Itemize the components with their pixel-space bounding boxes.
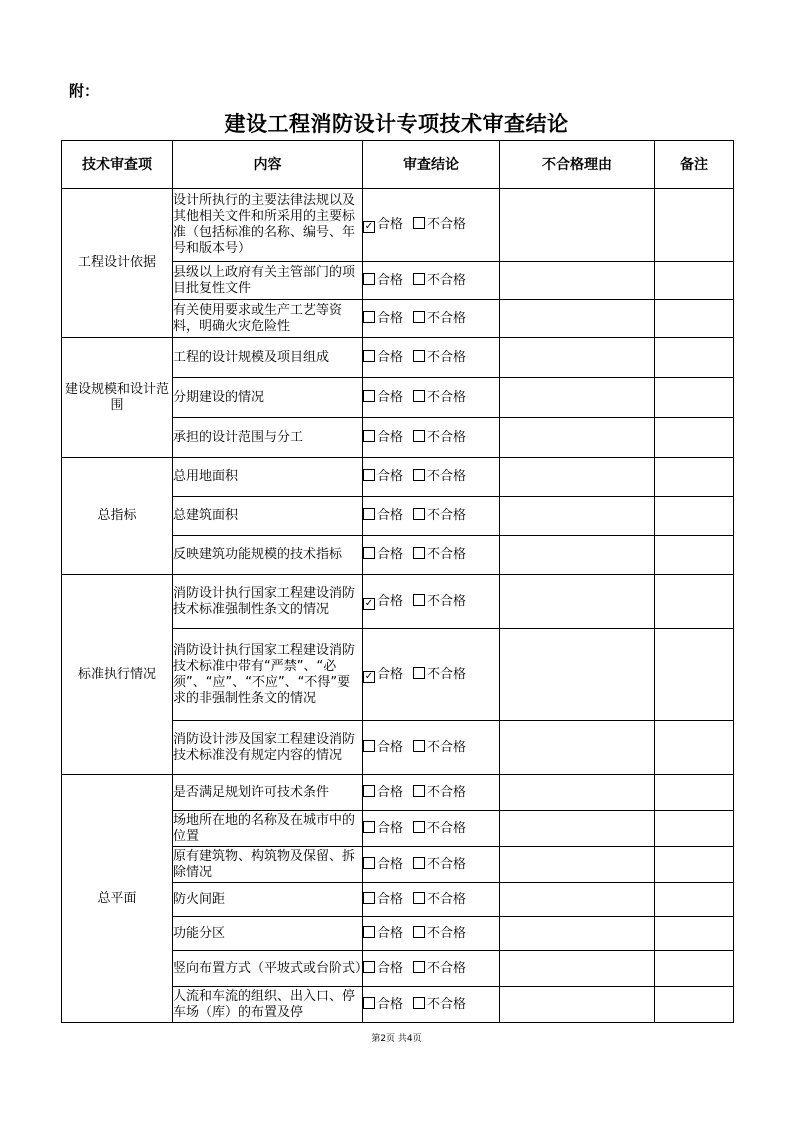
pass-label: 合格: [377, 310, 404, 326]
remarks-cell[interactable]: [655, 458, 734, 497]
remarks-cell[interactable]: [655, 189, 734, 262]
pass-option[interactable]: [363, 821, 403, 837]
fail-label: 不合格: [427, 960, 467, 976]
fail-label: 不合格: [427, 891, 467, 907]
checkbox-icon[interactable]: [363, 821, 375, 833]
verdict-cell: [363, 262, 500, 300]
category-cell: 建设规模和设计范围: [62, 338, 173, 458]
content-cell: 县级以上政府有关主管部门的项目批复性文件: [173, 262, 363, 300]
fail-reason-cell[interactable]: [500, 721, 655, 775]
checkbox-icon[interactable]: [363, 273, 375, 285]
checkbox-icon[interactable]: [363, 961, 375, 973]
verdict-cell: [363, 721, 500, 775]
pass-option[interactable]: [363, 273, 403, 289]
checkbox-icon[interactable]: [363, 892, 375, 904]
checkbox-icon[interactable]: [413, 961, 425, 973]
fail-option[interactable]: [413, 740, 466, 756]
fail-label: 不合格: [427, 784, 467, 800]
fail-reason-cell[interactable]: [500, 629, 655, 721]
fail-option[interactable]: [413, 857, 466, 873]
checkbox-icon[interactable]: [413, 740, 425, 752]
pass-label: 合格: [377, 547, 404, 562]
category-cell: 标准执行情况: [62, 575, 173, 775]
fail-reason-cell[interactable]: [500, 497, 655, 536]
fail-option[interactable]: [413, 961, 466, 977]
verdict-cell: [363, 378, 500, 418]
remarks-cell[interactable]: [655, 300, 734, 338]
pass-option[interactable]: [363, 547, 403, 563]
table-row: [62, 189, 734, 262]
checkbox-icon[interactable]: [413, 350, 425, 362]
table-row: [62, 458, 734, 497]
pass-label: 合格: [377, 784, 404, 800]
content-cell: 承担的设计范围与分工: [173, 418, 363, 458]
content-cell: 功能分区: [173, 917, 363, 951]
content-cell: 消防设计执行国家工程建设消防技术标准中带有“严禁”、“必须”、“应”、“不应”、“不得”要求的非强制性条文的情况: [173, 629, 363, 721]
pass-option[interactable]: [363, 390, 403, 406]
fail-label: 不合格: [427, 856, 467, 872]
pass-label: 合格: [377, 739, 404, 755]
fail-reason-cell[interactable]: [500, 536, 655, 575]
remarks-cell[interactable]: [655, 629, 734, 721]
pass-label: 合格: [377, 856, 404, 872]
remarks-cell[interactable]: [655, 775, 734, 811]
fail-label: 不合格: [427, 272, 467, 288]
pass-option[interactable]: [363, 594, 403, 610]
pass-option[interactable]: [363, 311, 403, 327]
pass-label: 合格: [377, 960, 404, 976]
pass-option[interactable]: [363, 350, 403, 366]
fail-option[interactable]: [413, 469, 466, 485]
fail-option[interactable]: [413, 926, 466, 942]
checkbox-icon[interactable]: [413, 821, 425, 833]
header-remarks: 备注: [655, 141, 734, 189]
page-footer: 第2页 共4页: [371, 1034, 422, 1044]
attachment-label: 附：: [69, 82, 100, 100]
fail-option[interactable]: [413, 350, 466, 366]
pass-label: 合格: [377, 891, 404, 907]
fail-label: 不合格: [427, 508, 467, 523]
checkbox-icon[interactable]: [413, 469, 425, 481]
checkbox-icon[interactable]: [363, 508, 375, 520]
category-cell: 工程设计依据: [62, 189, 173, 338]
checkbox-icon[interactable]: [413, 217, 425, 229]
content-cell: 是否满足规划许可技术条件: [173, 775, 363, 811]
fail-option[interactable]: [413, 997, 466, 1013]
fail-option[interactable]: [413, 390, 466, 406]
content-cell: 有关使用要求或生产工艺等资料，明确火灾危险性: [173, 300, 363, 338]
verdict-cell: [363, 847, 500, 883]
pass-option[interactable]: [363, 892, 403, 908]
pass-label: 合格: [377, 429, 404, 445]
verdict-cell: [363, 418, 500, 458]
remarks-cell[interactable]: [655, 917, 734, 951]
pass-option[interactable]: [363, 857, 403, 873]
fail-label: 不合格: [427, 310, 467, 326]
pass-label: 合格: [377, 389, 404, 405]
fail-option[interactable]: [413, 311, 466, 327]
remarks-cell[interactable]: [655, 418, 734, 458]
fail-label: 不合格: [427, 429, 467, 445]
verdict-cell: [363, 189, 500, 262]
verdict-cell: [363, 497, 500, 536]
fail-option[interactable]: [413, 547, 466, 563]
pass-option[interactable]: [363, 926, 403, 942]
verdict-cell: [363, 458, 500, 497]
content-cell: 竖向布置方式（平坡式或台阶式）: [173, 951, 363, 987]
fail-label: 不合格: [427, 925, 467, 941]
remarks-cell[interactable]: [655, 338, 734, 378]
checkbox-icon[interactable]: [413, 390, 425, 402]
fail-option[interactable]: [413, 667, 466, 683]
checkbox-icon[interactable]: [413, 857, 425, 869]
content-cell: 分期建设的情况: [173, 378, 363, 418]
checkbox-icon[interactable]: [413, 926, 425, 938]
fail-option[interactable]: [413, 217, 466, 233]
pass-option[interactable]: [363, 997, 403, 1013]
pass-label: 合格: [377, 820, 404, 836]
remarks-cell[interactable]: [655, 262, 734, 300]
fail-label: 不合格: [427, 820, 467, 836]
fail-reason-cell[interactable]: [500, 338, 655, 378]
fail-reason-cell[interactable]: [500, 300, 655, 338]
remarks-cell[interactable]: [655, 811, 734, 847]
remarks-cell[interactable]: [655, 847, 734, 883]
header-content: 内容: [173, 141, 363, 189]
fail-reason-cell[interactable]: [500, 847, 655, 883]
header-review-item: 技术审查项: [62, 141, 173, 189]
table-body: [62, 189, 734, 1023]
pass-label: 合格: [377, 593, 404, 609]
content-cell: 消防设计涉及国家工程建设消防技术标准没有规定内容的情况: [173, 721, 363, 775]
fail-reason-cell[interactable]: [500, 262, 655, 300]
content-cell: 消防设计执行国家工程建设消防技术标准强制性条文的情况: [173, 575, 363, 629]
content-cell: 防火间距: [173, 883, 363, 917]
pass-option[interactable]: [363, 740, 403, 756]
fail-option[interactable]: [413, 508, 466, 524]
verdict-cell: [363, 536, 500, 575]
checkbox-icon[interactable]: [363, 926, 375, 938]
remarks-cell[interactable]: [655, 721, 734, 775]
content-cell: 工程的设计规模及项目组成: [173, 338, 363, 378]
verdict-cell: [363, 917, 500, 951]
checkbox-icon[interactable]: [413, 594, 425, 606]
content-cell: 原有建筑物、构筑物及保留、拆除情况: [173, 847, 363, 883]
fail-option[interactable]: [413, 430, 466, 446]
verdict-cell: [363, 629, 500, 721]
content-cell: 总建筑面积: [173, 497, 363, 536]
fail-reason-cell[interactable]: [500, 987, 655, 1023]
checkbox-icon[interactable]: [413, 273, 425, 285]
fail-label: 不合格: [427, 217, 467, 232]
checkbox-icon[interactable]: [363, 469, 375, 481]
fail-option[interactable]: [413, 785, 466, 801]
pass-label: 合格: [377, 508, 404, 523]
checkbox-icon[interactable]: [363, 547, 375, 559]
table-row: [62, 775, 734, 811]
category-cell: 总指标: [62, 458, 173, 575]
pass-option[interactable]: [363, 469, 403, 485]
fail-reason-cell[interactable]: [500, 575, 655, 629]
pass-option[interactable]: [363, 508, 403, 524]
verdict-cell: [363, 951, 500, 987]
fail-option[interactable]: [413, 892, 466, 908]
checkbox-icon[interactable]: [413, 508, 425, 520]
fail-reason-cell[interactable]: [500, 775, 655, 811]
table-row: [62, 575, 734, 629]
remarks-cell[interactable]: [655, 987, 734, 1023]
fail-label: 不合格: [427, 469, 467, 484]
verdict-cell: [363, 775, 500, 811]
content-cell: 总用地面积: [173, 458, 363, 497]
fail-reason-cell[interactable]: [500, 917, 655, 951]
fail-option[interactable]: [413, 273, 466, 289]
checked-checkbox-icon[interactable]: ✓: [364, 221, 374, 232]
pass-option[interactable]: [363, 430, 403, 446]
pass-option[interactable]: [363, 667, 403, 683]
checkbox-icon[interactable]: [363, 430, 375, 442]
fail-reason-cell[interactable]: [500, 883, 655, 917]
pass-label: 合格: [377, 217, 404, 232]
pass-label: 合格: [377, 349, 404, 365]
fail-label: 不合格: [427, 547, 467, 562]
checked-checkbox-icon[interactable]: ✓: [364, 597, 374, 609]
header-row: [62, 141, 734, 189]
pass-label: 合格: [377, 469, 404, 484]
checkbox-icon[interactable]: [363, 390, 375, 402]
verdict-cell: [363, 575, 500, 629]
fail-reason-cell[interactable]: [500, 458, 655, 497]
header-fail-reason: 不合格理由: [500, 141, 655, 189]
checkbox-icon[interactable]: [363, 740, 375, 752]
checkbox-icon[interactable]: [413, 311, 425, 323]
fail-reason-cell[interactable]: [500, 418, 655, 458]
content-cell: 设计所执行的主要法律法规以及其他相关文件和所采用的主要标准（包括标准的名称、编号、年号和版本号）: [173, 189, 363, 262]
remarks-cell[interactable]: [655, 883, 734, 917]
fail-label: 不合格: [427, 739, 467, 755]
fail-label: 不合格: [427, 593, 467, 609]
table-row: [62, 338, 734, 378]
content-cell: 反映建筑功能规模的技术指标: [173, 536, 363, 575]
checkbox-icon[interactable]: [363, 857, 375, 869]
remarks-cell[interactable]: [655, 497, 734, 536]
verdict-cell: [363, 883, 500, 917]
fail-reason-cell[interactable]: [500, 189, 655, 262]
remarks-cell[interactable]: [655, 575, 734, 629]
checkbox-icon[interactable]: [413, 785, 425, 797]
checkbox-icon[interactable]: [363, 350, 375, 362]
content-cell: 场地所在地的名称及在城市中的位置: [173, 811, 363, 847]
fail-label: 不合格: [427, 996, 467, 1012]
fail-reason-cell[interactable]: [500, 378, 655, 418]
review-table: [61, 140, 734, 1023]
fail-option[interactable]: [413, 594, 466, 610]
fail-label: 不合格: [427, 666, 467, 682]
fail-option[interactable]: [413, 821, 466, 837]
checkbox-icon[interactable]: [413, 997, 425, 1009]
page-title: 建设工程消防设计专项技术审查结论: [224, 112, 569, 136]
verdict-cell: [363, 338, 500, 378]
fail-label: 不合格: [427, 349, 467, 365]
pass-option[interactable]: [363, 785, 403, 801]
remarks-cell[interactable]: [655, 378, 734, 418]
checkbox-icon[interactable]: [363, 785, 375, 797]
pass-option[interactable]: [363, 217, 403, 233]
pass-option[interactable]: [363, 961, 403, 977]
checkbox-icon[interactable]: [363, 311, 375, 323]
checkbox-icon[interactable]: [413, 892, 425, 904]
fail-reason-cell[interactable]: [500, 951, 655, 987]
verdict-cell: [363, 300, 500, 338]
fail-reason-cell[interactable]: [500, 811, 655, 847]
pass-label: 合格: [377, 996, 404, 1012]
checked-checkbox-icon[interactable]: ✓: [364, 670, 374, 682]
verdict-cell: [363, 987, 500, 1023]
category-cell: 总平面: [62, 775, 173, 1023]
checkbox-icon[interactable]: [363, 997, 375, 1009]
header-conclusion: 审查结论: [363, 141, 500, 189]
verdict-cell: [363, 811, 500, 847]
pass-label: 合格: [377, 666, 404, 682]
checkbox-icon[interactable]: [413, 547, 425, 559]
fail-label: 不合格: [427, 389, 467, 405]
pass-label: 合格: [377, 272, 404, 288]
checkbox-icon[interactable]: [413, 430, 425, 442]
remarks-cell[interactable]: [655, 951, 734, 987]
checkbox-icon[interactable]: [413, 667, 425, 679]
remarks-cell[interactable]: [655, 536, 734, 575]
pass-label: 合格: [377, 925, 404, 941]
content-cell: 人流和车流的组织、出入口、停车场（库）的布置及停: [173, 987, 363, 1023]
